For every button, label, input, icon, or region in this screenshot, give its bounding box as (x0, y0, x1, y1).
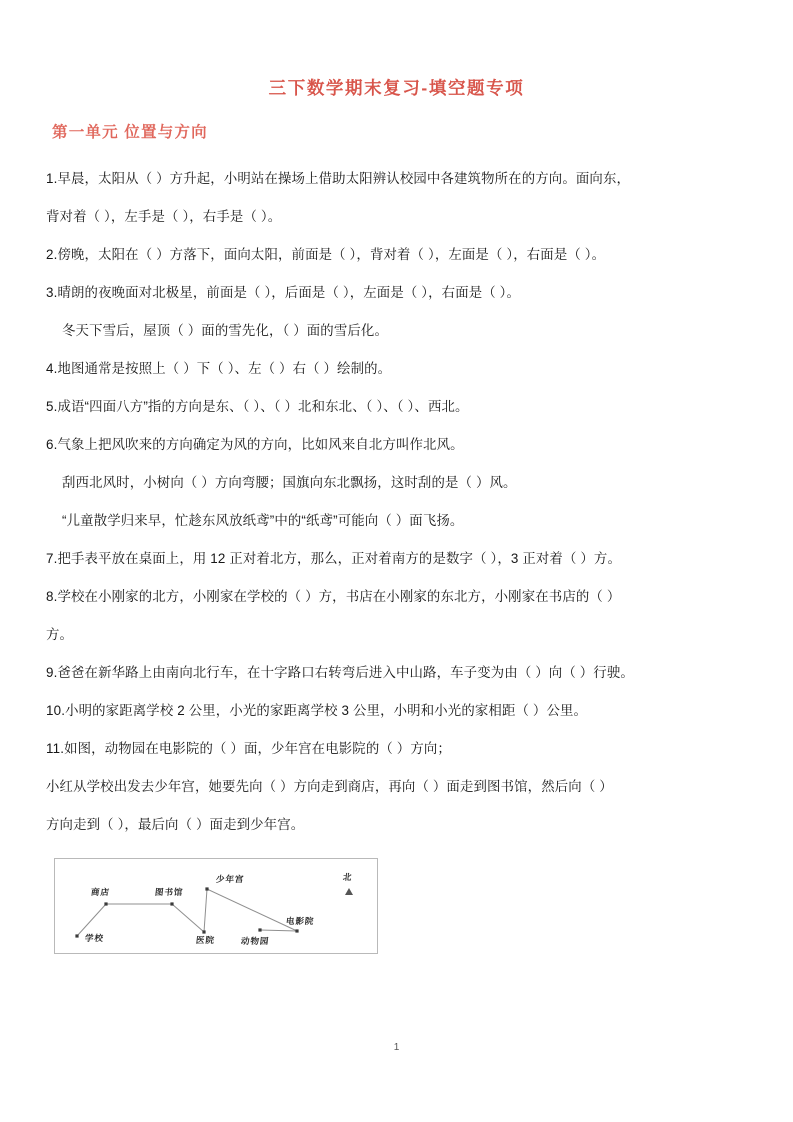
north-arrow-icon (345, 888, 353, 895)
question-list (36, 143, 757, 844)
question-line-q5: 5.成语“四面八方”指的方向是东、（ ）、（ ）北和东北、（ ）、（ ）、西北。 (46, 398, 469, 414)
page-number: 1 (393, 1042, 400, 1053)
map-label-hospital: 医院 (195, 934, 216, 945)
question-line-q4: 4.地图通常是按照上（ ）下（ ）、左（ ）右（ ）绘制的。 (46, 360, 392, 376)
north-direction-label: 北 (342, 871, 353, 882)
question-line-q3b: 冬天下雪后，屋顶（ ）面的雪先化，（ ）面的雪后化。 (62, 322, 389, 338)
question-line-q1b: 背对着（ ），左手是（ ），右手是（ ）。 (46, 208, 282, 224)
map-edge-library-hospital (172, 904, 204, 932)
question-line-q10: 10.小明的家距离学校 2 公里，小光的家距离学校 3 公里，小明和小光的家相距（ ）公里。 (46, 702, 588, 718)
map-label-store: 商店 (90, 886, 111, 897)
question-line-q6b: 刮西北风时，小树向（ ）方向弯腰；国旗向东北飘扬，这时刮的是（ ）风。 (62, 474, 517, 490)
section-header-unit-one: 第一单元 位置与方向 (52, 124, 208, 141)
map-node-zoo (258, 928, 261, 931)
map-edge-hospital-youth (204, 889, 207, 932)
map-label-youth: 少年宫 (215, 873, 245, 884)
question-line-q11b: 小红从学校出发去少年宫，她要先向（ ）方向走到商店，再向（ ）面走到图书馆，然后向（ ） (46, 778, 613, 794)
question-line-q2: 2.傍晚，太阳在（ ）方落下，面向太阳，前面是（ ），背对着（ ），左面是（ ），右面是（ ）。 (46, 246, 606, 262)
map-edge-youth-cinema (207, 889, 297, 931)
question-line-q3: 3.晴朗的夜晚面对北极星，前面是（ ），后面是（ ），左面是（ ），右面是（ ）。 (46, 284, 521, 300)
map-label-library: 图书馆 (154, 886, 184, 897)
map-label-cinema: 电影院 (285, 915, 315, 926)
question-line-q9: 9.爸爸在新华路上由南向北行车，在十字路口右转弯后进入中山路，车子变为由（ ）向（ ）行驶。 (46, 664, 634, 680)
map-edges (77, 889, 297, 936)
map-label-zoo: 动物园 (240, 935, 270, 946)
map-node-library (170, 902, 173, 905)
map-node-cinema (295, 929, 298, 932)
page-title: 三下数学期末复习-填空题专项 (268, 78, 525, 98)
figure-container (36, 844, 757, 954)
map-node-hospital (202, 930, 205, 933)
map-label-school: 学校 (84, 932, 105, 943)
question-line-q11c: 方向走到（ ），最后向（ ）面走到少年宫。 (46, 816, 305, 832)
question-line-q7: 7.把手表平放在桌面上，用 12 正对着北方，那么，正对着南方的是数字（ ），3 正对着（ ）方。 (46, 550, 621, 566)
question-line-q8a: 8.学校在小刚家的北方，小刚家在学校的（ ）方，书店在小刚家的东北方，小刚家在书店的（ ） (46, 588, 621, 604)
map-edge-school-store (77, 904, 106, 936)
map-node-youth (205, 887, 208, 890)
map-node-school (75, 934, 78, 937)
question-line-q1a: 1.早晨，太阳从（ ）方升起，小明站在操场上借助太阳辨认校园中各建筑物所在的方向。面向东， (46, 170, 631, 186)
question-line-q8b: 方。 (46, 626, 74, 642)
question-line-q6: 6.气象上把风吹来的方向确定为风的方向，比如风来自北方叫作北风。 (46, 436, 464, 452)
direction-map-figure (54, 858, 378, 954)
question-line-q6c: “儿童散学归来早，忙趁东风放纸鸢”中的“纸鸢”可能向（ ）面飞扬。 (62, 512, 464, 528)
map-node-store (104, 902, 107, 905)
question-line-q11a: 11.如图，动物园在电影院的（ ）面，少年宫在电影院的（ ）方向； (46, 740, 451, 756)
map-edge-zoo-cinema (260, 930, 297, 931)
